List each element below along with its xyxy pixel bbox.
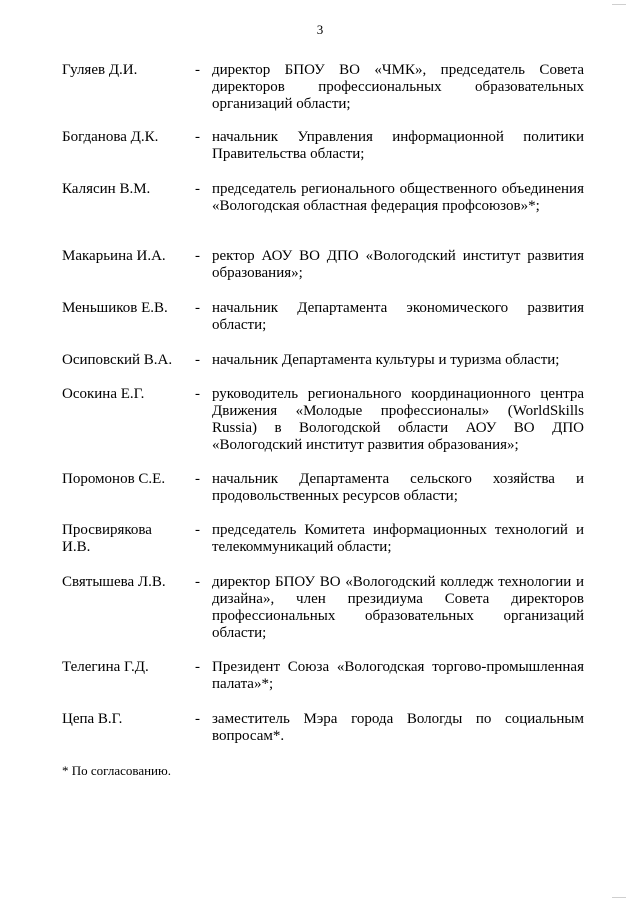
member-name: Поромонов С.Е. [62,471,166,487]
member-name: Гуляев Д.И. [62,62,138,78]
member-role: начальник Департамента экономического развития области; [212,300,584,333]
scan-mark-bottom [612,897,626,898]
member-name: Просвирякова И.В. [62,522,152,555]
dash-separator: - [195,248,200,264]
member-role: заместитель Мэра города Вологды по социальным вопросам*. [212,711,584,744]
member-role: председатель Комитета информационных технологий и телекоммуникаций области; [212,522,584,555]
member-name: Осокина Е.Г. [62,386,145,402]
member-role: начальник Управления информационной политики Правительства области; [212,129,584,162]
scan-mark-top [612,4,626,5]
member-role: директор БПОУ ВО «Вологодский колледж технологии и дизайна», член президиума Совета директоров профессиональных образовательных организаций области; [212,574,584,641]
page-number: 3 [316,22,324,37]
member-name: Меньшиков Е.В. [62,300,168,316]
member-name: Телегина Г.Д. [62,659,149,675]
member-name: Цепа В.Г. [62,711,123,727]
dash-separator: - [195,386,200,402]
dash-separator: - [195,300,200,316]
dash-separator: - [195,471,200,487]
member-role: директор БПОУ ВО «ЧМК», председатель Совета директоров профессиональных образовательных организаций области; [212,62,584,112]
dash-separator: - [195,574,200,590]
dash-separator: - [195,522,200,538]
footnote: * По согласованию. [62,763,171,778]
member-role: начальник Департамента сельского хозяйства и продовольственных ресурсов области; [212,471,584,504]
dash-separator: - [195,352,200,368]
member-role: руководитель регионального координационного центра Движения «Молодые профессионалы» (WorldSkills Russia) в Вологодской области АОУ ВО ДПО «Вологодский институт развития образования»; [212,386,584,453]
member-name: Святышева Л.В. [62,574,166,590]
member-role: председатель регионального общественного объединения «Вологодская областная федерация профсоюзов»*; [212,181,584,214]
member-name: Макарьина И.А. [62,248,166,264]
member-name: Калясин В.М. [62,181,151,197]
member-name: Богданова Д.К. [62,129,159,145]
member-role: Президент Союза «Вологодская торгово-промышленная палата»*; [212,659,584,692]
dash-separator: - [195,129,200,145]
dash-separator: - [195,659,200,675]
member-role: начальник Департамента культуры и туризма области; [212,352,560,368]
member-role: ректор АОУ ВО ДПО «Вологодский институт развития образования»; [212,248,584,281]
dash-separator: - [195,711,200,727]
dash-separator: - [195,181,200,197]
dash-separator: - [195,62,200,78]
member-name: Осиповский В.А. [62,352,173,368]
